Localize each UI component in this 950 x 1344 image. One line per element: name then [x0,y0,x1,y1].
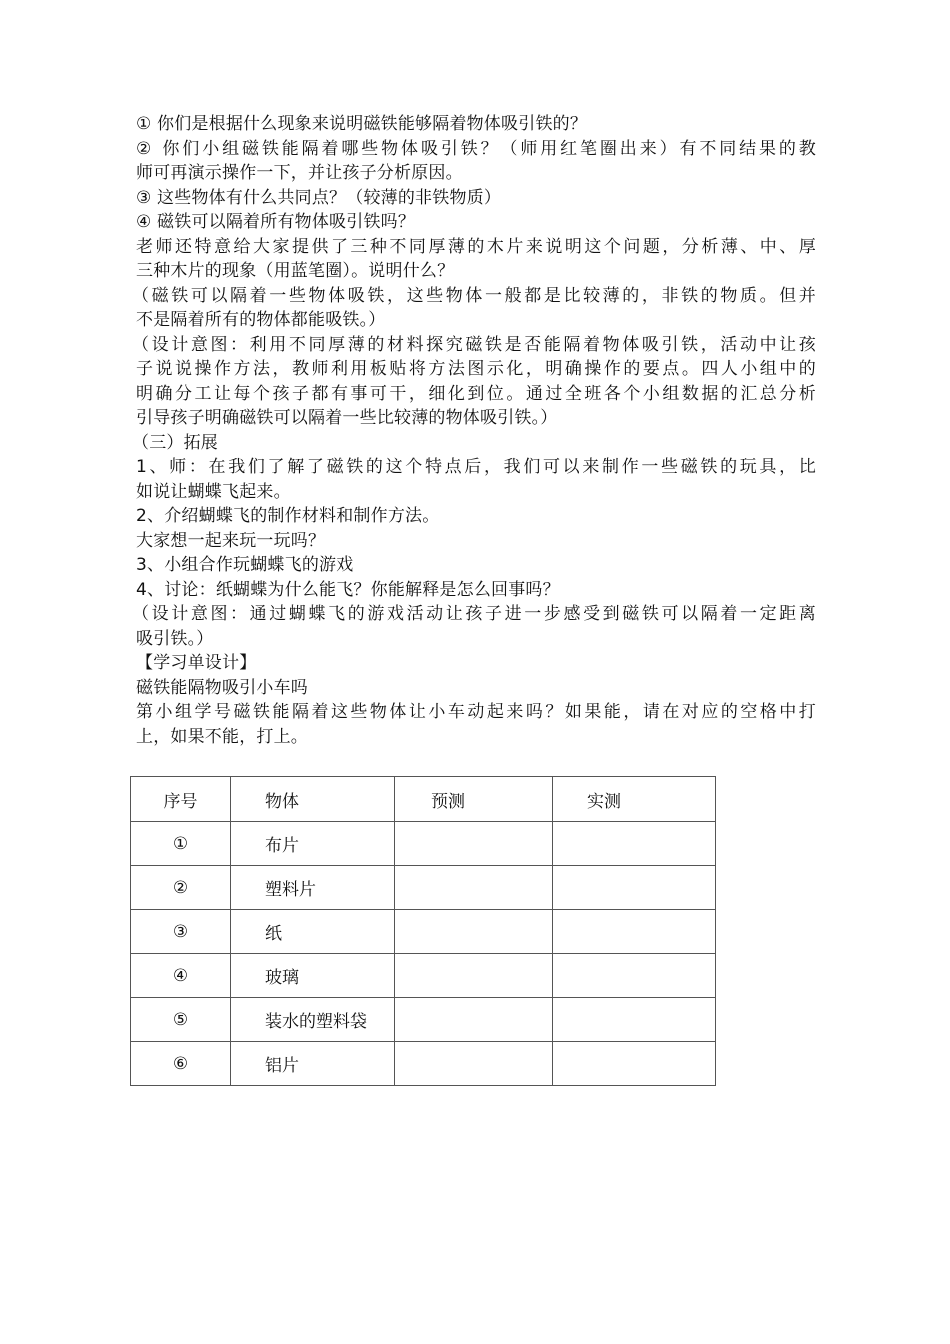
row-number: ① [131,822,231,866]
design-intent-2-line-2: 吸引铁。） [136,628,214,649]
table-row [131,866,716,910]
question-4: ④ 磁铁可以隔着所有物体吸引铁吗？ [136,212,416,232]
design-intent-1-line-3: 明确分工让每个孩子都有事可干，细化到位。通过全班各个小组数据的汇总分析 [136,383,816,404]
wood-paragraph-line-2: 三种木片的现象（用蓝笔圈）。说明什么？ [136,261,455,281]
table-row [131,822,716,866]
question-2-line-1: ② 你们小组磁铁能隔着哪些物体吸引铁？（师用红笔圈出来）有不同结果的教 [136,138,816,159]
table-row [131,954,716,998]
row-actual-cell [553,998,716,1042]
row-object: 玻璃 [231,954,395,998]
invite-line: 大家想一起来玩一玩吗？ [136,530,326,551]
design-intent-1-line-4: 引导孩子明确磁铁可以隔着一些比较薄的物体吸引铁。） [136,408,558,428]
row-actual-cell [553,910,716,954]
row-actual-cell [553,954,716,998]
worksheet-instruction-line-1: 第小组学号磁铁能隔着这些物体让小车动起来吗？如果能，请在对应的空格中打 [136,702,816,722]
row-number: ③ [131,910,231,954]
row-object: 纸 [231,910,395,954]
worksheet-table [130,776,716,1086]
worksheet-heading: 【学习单设计】 [136,653,257,673]
row-prediction-cell [395,1042,553,1086]
row-actual-cell [553,866,716,910]
row-number: ② [131,866,231,910]
row-prediction-cell [395,910,553,954]
header-actual: 实测 [553,777,716,822]
row-number: ⑥ [131,1042,231,1086]
table-row [131,910,716,954]
conclusion-line-2: 不是隔着所有的物体都能吸铁。） [136,310,386,330]
step-1-line-1: 1、师：在我们了解了磁铁的这个特点后，我们可以来制作一些磁铁的玩具，比 [136,457,816,477]
document-body [132,112,816,749]
header-prediction: 预测 [395,777,553,822]
question-3: ③ 这些物体有什么共同点？（较薄的非铁物质） [136,187,502,208]
row-number: ④ [131,954,231,998]
row-prediction-cell [395,822,553,866]
worksheet-title: 磁铁能隔物吸引小车吗 [136,677,308,698]
row-object: 塑料片 [231,866,395,910]
header-object: 物体 [231,777,395,822]
section-heading-extension: （三）拓展 [132,432,218,453]
conclusion-line-1: （磁铁可以隔着一些物体吸铁，这些物体一般都是比较薄的，非铁的物质。但并 [132,285,816,306]
step-4: 4、讨论：纸蝴蝶为什么能飞？你能解释是怎么回事吗？ [136,579,560,600]
wood-paragraph-line-1: 老师还特意给大家提供了三种不同厚薄的木片来说明这个问题，分析薄、中、厚 [136,236,816,257]
row-actual-cell [553,1042,716,1086]
table-row [131,1042,716,1086]
question-2-line-2: 师可再演示操作一下，并让孩子分析原因。 [136,163,463,183]
table-header-row [131,777,716,822]
row-number: ⑤ [131,998,231,1042]
design-intent-2-line-1: （设计意图：通过蝴蝶飞的游戏活动让孩子进一步感受到磁铁可以隔着一定距离 [132,604,816,624]
design-intent-1-line-2: 子说说操作方法，教师利用板贴将方法图示化，明确操作的要点。四人小组中的 [136,359,816,379]
row-prediction-cell [395,866,553,910]
header-number: 序号 [131,777,231,822]
table-row [131,998,716,1042]
row-prediction-cell [395,998,553,1042]
step-2: 2、介绍蝴蝶飞的制作材料和制作方法。 [136,506,440,526]
design-intent-1-line-1: （设计意图：利用不同厚薄的材料探究磁铁是否能隔着物体吸引铁，活动中让孩 [132,334,816,355]
row-object: 铝片 [231,1042,395,1086]
step-1-line-2: 如说让蝴蝶飞起来。 [136,481,291,502]
row-object: 布片 [231,822,395,866]
row-object: 装水的塑料袋 [231,998,395,1042]
worksheet-instruction-line-2: 上，如果不能，打上。 [136,726,308,747]
question-1: ① 你们是根据什么现象来说明磁铁能够隔着物体吸引铁的？ [136,114,588,134]
row-actual-cell [553,822,716,866]
row-prediction-cell [395,954,553,998]
step-3: 3、小组合作玩蝴蝶飞的游戏 [136,555,354,575]
